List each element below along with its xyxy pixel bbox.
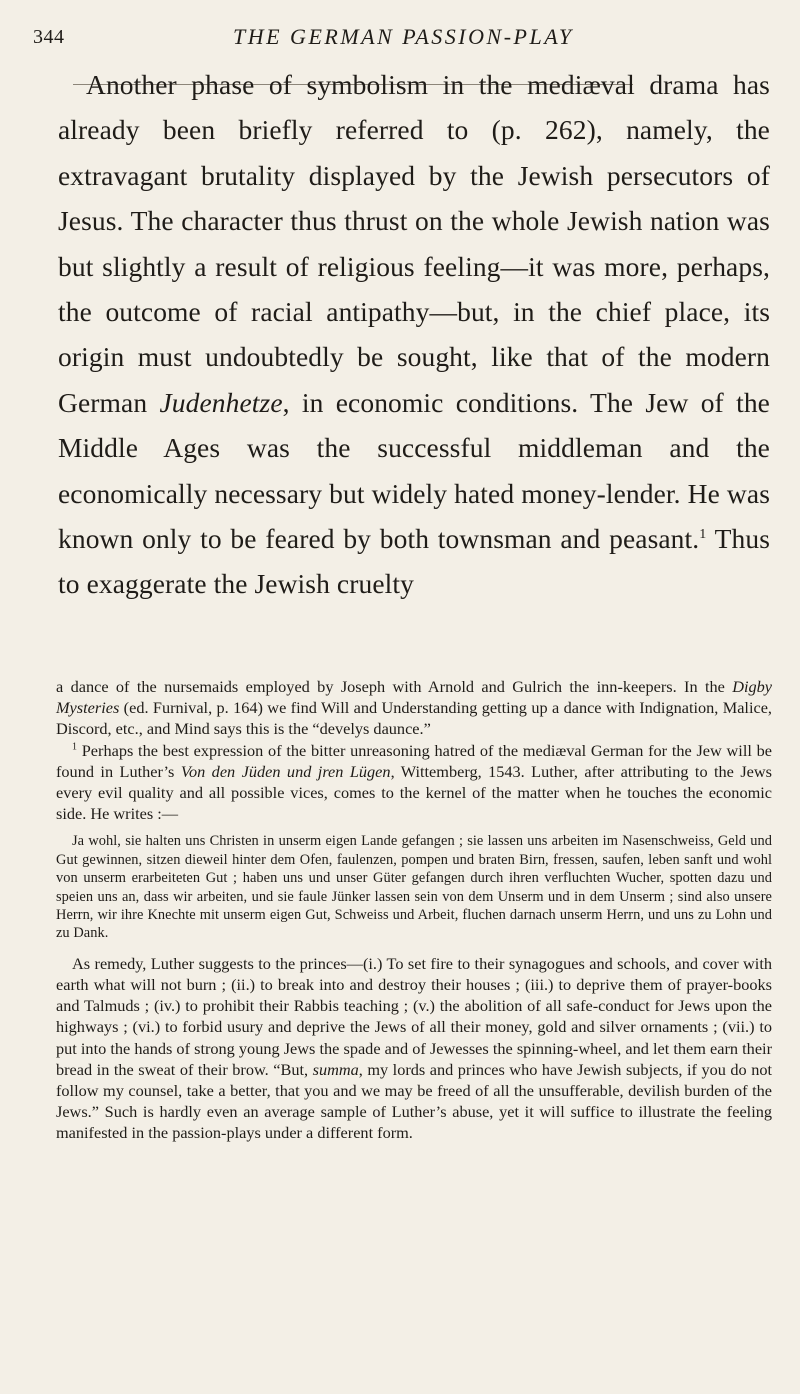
footnote-1 (56, 740, 772, 825)
main-text-part-3: Thus to exaggerate the Jewish cruelty (58, 523, 770, 600)
digby-mysteries-title: Digby Mysteries (56, 677, 772, 718)
luther-work-title: Von den Jüden und jren Lügen (180, 761, 391, 781)
main-paragraph (58, 62, 770, 607)
footnotes (56, 676, 772, 1144)
footnote-reference: 1 (699, 526, 707, 542)
main-text-part-1: Another phase of symbolism in the mediæval drama has already been briefly referred to (p. 262), namely, the extravagant brutality displayed by the Jewish persecutors of Jesus. The character thus thrust on the whole Jewish nation was but slightly a result of religious feeling—it was more, perhaps, the outcome of racial antipathy—but, in the chief place, its origin must undoubtedly be sought, like that of the modern German (58, 69, 770, 418)
conclusion-text-2: , my lords and princes who have Jewish subjects, if you do not follow my counsel, take a better, that you and we may be freed of all the unsufferable, devilish burden of the Jews.” Such is hardly even an average sample of Luther’s abuse, yet it will suffice to illustrate the feeling manifested in the passion-plays under a different form. (56, 1059, 773, 1143)
footnote-1-conclusion (56, 953, 772, 1144)
conclusion-text: As remedy, Luther suggests to the princes—(i.) To set fire to their synagogues and schools, and cover with earth what will not burn ; (ii.) to break into and destroy their houses ; (iii.) to deprive them of prayer-books and Talmuds ; (iv.) to prohibit their Rabbis teaching ; (v.) the abolition of all safe-conduct for Jews upon the highways ; (vi.) to forbid usury and deprive the Jews of all their money, gold and silver ornaments ; (vii.) to put into the hands of strong young Jews the spade and of Jewesses the spinning-wheel, and let them earn their bread in the sweat of their brow. “But, (56, 953, 772, 1079)
main-text-part-2: , in economic conditions. The Jew of the Middle Ages was the successful middleman and the economically necessary but widely hated money-lender. He was known only to be feared by both townsman and peasant. (58, 386, 770, 555)
summa-term: summa (312, 1059, 359, 1079)
footnote-1-text-2: , Wittemberg, 1543. Luther, after attributing to the Jews every evil quality and all possible vices, comes to the kernel of the matter when he touches the economic side. He writes :— (56, 761, 773, 824)
footnote-continuation (56, 676, 772, 740)
running-head: THE GERMAN PASSION-PLAY (233, 24, 574, 49)
footnote-continuation-text: a dance of the nursemaids employed by Joseph with Arnold and Gulrich the inn-keepers. In the (56, 677, 733, 696)
page-number: 344 (33, 26, 65, 48)
footnote-continuation-text-2: (ed. Furnival, p. 164) we find Will and Understanding getting up a dance with Indignation, Malice, Discord, etc., and Mind says this is the “develys daunce.” (56, 698, 772, 739)
footnote-1-marker: 1 (72, 741, 77, 753)
luther-quotation: Ja wohl, sie halten uns Christen in unserm eigen Lande gefangen ; sie lassen uns arbeiten im Nasenschweiss, Geld und Gut gewinnen, sitzen dieweil hinter dem Ofen, faulenzen, pompen und braten Birn, fressen, saufen, leben sanft und wohl von unserm erarbeiteten Gut ; haben uns und unser Güter gefangen durch ihren verfluchten Wucher, spotten dazu und speien uns an, dass wir arbeiten, und sie faule Jünker lassen sein von dem Unserm und in dem Unserm ; sind also unsere Herrn, wir ihre Knechte mit unserm eigen Gut, Schweiss und Arbeit, fluchen darnach unserm Herrn, und uns zu Lohn und zu Dank. (56, 833, 772, 942)
judenhetze-term: Judenhetze (159, 386, 283, 418)
footnote-1-text: Perhaps the best expression of the bitter unreasoning hatred of the mediæval German for the Jew will be found in Luther’s (56, 740, 772, 781)
page-header (33, 12, 773, 52)
